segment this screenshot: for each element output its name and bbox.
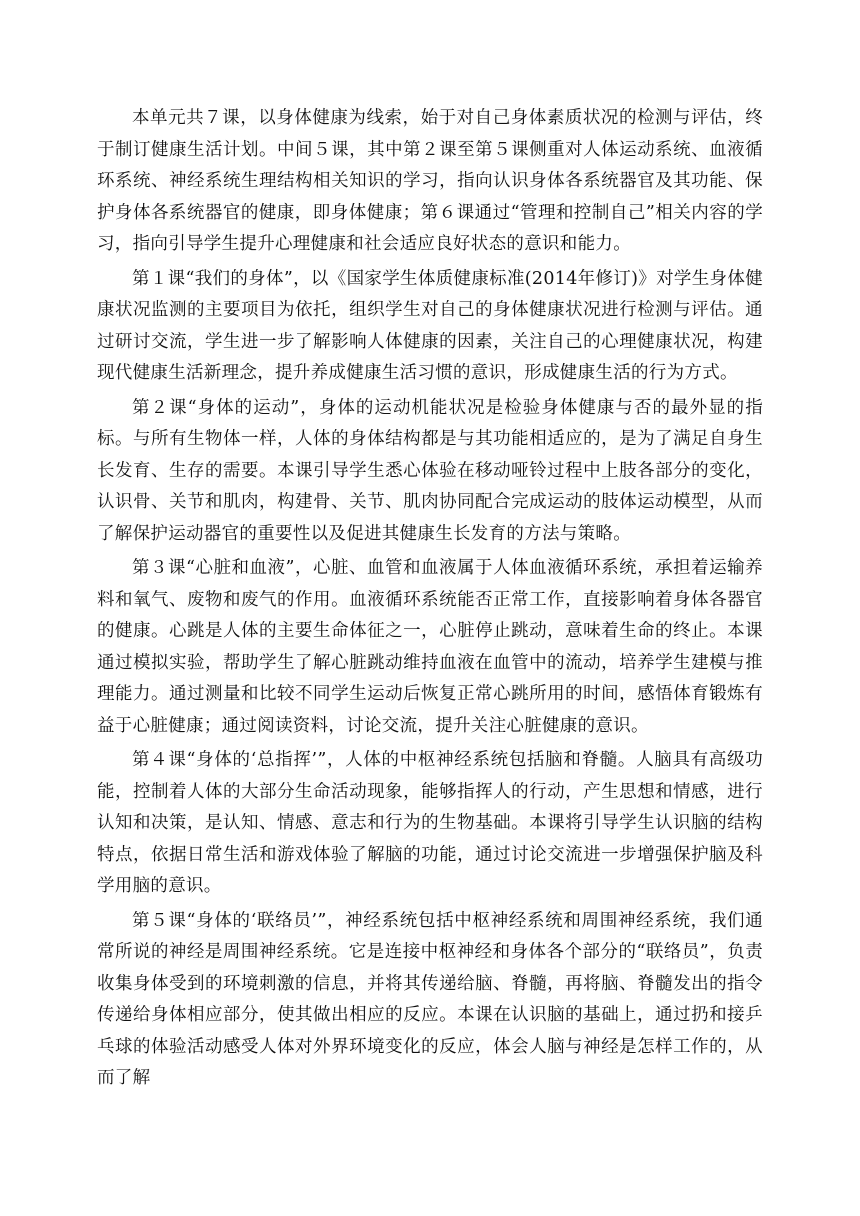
paragraph-lesson-2: 第２课“身体的运动”，身体的运动机能状况是检验身体健康与否的最外显的指标。与所有生物体一样，人体的身体结构都是与其功能相适应的，是为了满足自身生长发育、生存的需要。本课引导学生悉心体验在移动哑铃过程中上肢各部分的变化，认识骨、关节和肌肉，构建骨、关节、肌肉协同配合完成运动的肢体运动模型，从而了解保护运动器官的重要性以及促进其健康生长发育的方法与策略。 [97, 397, 763, 544]
paragraph-unit-overview: 本单元共７课，以身体健康为线索，始于对自己身体素质状况的检测与评估，终于制订健康生活计划。中间５课，其中第２课至第５课侧重对人体运动系统、血液循环系统、神经系统生理结构相关知识的学习，指向认识身体各系统器官及其功能、保护身体各系统器官的健康，即身体健康；第６课通过“管理和控制自己”相关内容的学习，指向引导学生提升心理健康和社会适应良好状态的意识和能力。 [97, 108, 763, 254]
paragraph-lesson-5: 第５课“身体的‘联络员’”，神经系统包括中枢神经系统和周围神经系统，我们通常所说的神经是周围神经系统。它是连接中枢神经和身体各个部分的“联络员”，负责收集身体受到的环境刺激的信息，并将其传递给脑、脊髓，再将脑、脊髓发出的指令传递给身体相应部分，使其做出相应的反应。本课在认识脑的基础上，通过扔和接乒乓球的体验活动感受人体对外界环境变化的反应，体会人脑与神经是怎样工作的，从而了解 [97, 910, 763, 1088]
document-body [97, 103, 763, 1098]
paragraph-lesson-3: 第３课“心脏和血液”，心脏、血管和血液属于人体血液循环系统，承担着运输养料和氧气、废物和废气的作用。血液循环系统能否正常工作，直接影响着身体各器官的健康。心跳是人体的主要生命体征之一，心脏停止跳动，意味着生命的终止。本课通过模拟实验，帮助学生了解心脏跳动维持血液在血管中的流动，培养学生建模与推理能力。通过测量和比较不同学生运动后恢复正常心跳所用的时间，感悟体育锻炼有益于心脏健康；通过阅读资料，讨论交流，提升关注心脏健康的意识。 [97, 558, 763, 736]
paragraph-lesson-1: 第１课“我们的身体”，以《国家学生体质健康标准(2014年修订)》对学生身体健康状况监测的主要项目为依托，组织学生对自己的身体健康状况进行检测与评估。通过研讨交流，学生进一步了解影响人体健康的因素，关注自己的心理健康状况，构建现代健康生活新理念，提升养成健康生活习惯的意识，形成健康生活的行为方式。 [97, 268, 763, 383]
paragraph-lesson-4: 第４课“身体的‘总指挥’”，人体的中枢神经系统包括脑和脊髓。人脑具有高级功能，控制着人体的大部分生命活动现象，能够指挥人的行动，产生思想和情感，进行认知和决策，是认知、情感、意志和行为的生物基础。本课将引导学生认识脑的结构特点，依据日常生活和游戏体验了解脑的功能，通过讨论交流进一步增强保护脑及科学用脑的意识。 [97, 750, 763, 896]
